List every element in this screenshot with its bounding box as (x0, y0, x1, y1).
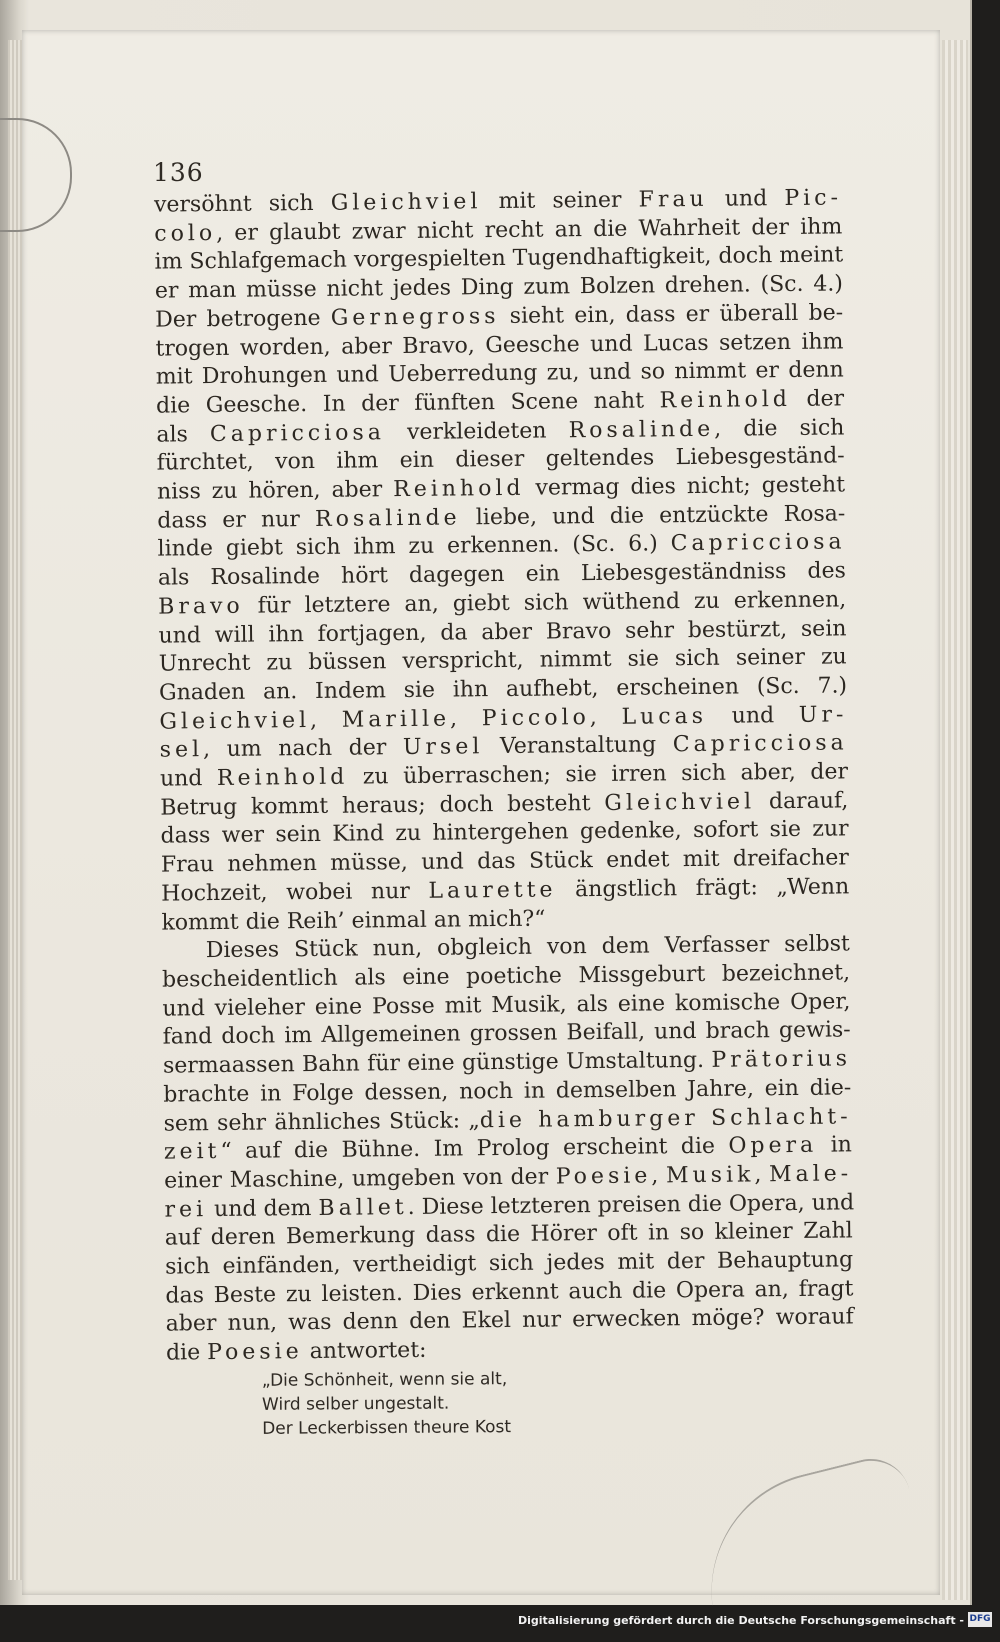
spaced-name: Musik (665, 1162, 755, 1189)
spaced-name: Opera (728, 1132, 818, 1159)
spaced-name: Ballet (318, 1194, 408, 1221)
spaced-name: Gleichviel (159, 707, 311, 735)
text-run: das Beste zu leisten. Dies erkennt auch die Opera an, fragt (165, 1276, 854, 1309)
text-run: für letztere an, giebt sich wüthend zu erkennen, (243, 587, 847, 619)
spaced-name: rei (164, 1196, 208, 1223)
spaced-name: Ur- (798, 702, 848, 728)
text-run: “ auf die Bühne. Im Prolog erscheint die (220, 1133, 729, 1165)
verse-line: „Die Schönheit, wenn sie alt, (261, 1369, 508, 1391)
spaced-name: Poesie (555, 1163, 652, 1190)
spaced-name: Poesie (207, 1339, 303, 1366)
text-run: fand doch im Allgemeinen grossen Beifall, und brach gewis- (162, 1017, 851, 1050)
text-run: auf deren Bemerkung dass die Hörer oft in so kleiner Zahl (164, 1218, 853, 1251)
spaced-name: Frau (638, 186, 708, 213)
spaced-name: Ursel (402, 734, 484, 761)
spaced-name: colo (154, 220, 217, 247)
verse-line: Wird selber ungestalt. (261, 1393, 450, 1415)
text-run: er man müsse nicht jedes Ding zum Bolzen drehen. (Sc. 4.) (154, 271, 843, 304)
text-run: mit Drohungen und Ueberredung zu, und so nimmt er denn (155, 357, 844, 390)
spaced-name: Pic- (784, 185, 843, 212)
text-run: dass wer sein Kind zu hintergehen gedenke, sofort sie zur (160, 816, 849, 850)
dfg-logo: DFG (968, 1612, 992, 1627)
text-run: Veranstaltung (483, 732, 673, 760)
text-run: sem sehr ähnliches Stück: „ (163, 1107, 480, 1137)
text-run: , er glaubt zwar nicht recht an die Wahrheit der ihm (216, 214, 843, 246)
verse-quote (262, 1367, 511, 1441)
spaced-name: Capricciosa (670, 529, 846, 557)
page-edges-left (8, 40, 22, 1580)
text-run: , um nach der (202, 735, 404, 763)
text-run: , (754, 1162, 770, 1188)
text-run: sieht ein, dass er überall be- (499, 300, 844, 329)
text-run: Dieses Stück nun, obgleich von dem Verfasser selbst (205, 931, 850, 964)
spaced-name: Rosalinde (314, 505, 461, 532)
spaced-name: Capricciosa (672, 730, 848, 758)
spaced-name: Lucas (621, 703, 708, 730)
text-run: kommt die Reih’ einmal an mich?“ (161, 906, 546, 936)
text-run: vermag dies nicht; gesteht (524, 472, 846, 501)
body-text (154, 184, 854, 1368)
text-run: Der betrogene (155, 305, 331, 333)
spaced-name: Reinhold (216, 764, 349, 792)
text-run: als (156, 421, 211, 448)
spaced-name: Rosalinde (568, 416, 715, 443)
text-run: Hochzeit, wobei nur (161, 878, 429, 907)
text-run: und vieleher eine Posse mit Musik, als eine komische Oper, (162, 989, 851, 1022)
text-run: sermaassen Bahn für eine günstige Umstaltung. (162, 1047, 712, 1079)
footer-credit: Digitalisierung gefördert durch die Deutsche Forschungsgemeinschaft - (517, 1614, 964, 1627)
spaced-name: Marille (341, 706, 451, 733)
text-run: Unrecht zu büssen verspricht, nimmt sie sich seiner zu (158, 644, 847, 677)
text-run: und (706, 702, 799, 729)
text-run: der (790, 386, 845, 412)
text-run: und (159, 766, 218, 792)
text-run: aber nun, was denn den Ekel nur erwecken möge? worauf (165, 1304, 854, 1337)
spaced-name: sel (159, 737, 204, 763)
text-run: brachte in Folge dessen, noch in demselben Jahre, ein die- (163, 1075, 852, 1108)
text-run: . Diese letzteren preisen die Opera, und (407, 1189, 855, 1220)
text-run: in (817, 1132, 853, 1158)
text-run: mit seiner (481, 187, 639, 215)
text-run: , (589, 704, 622, 730)
verse-line: Der Leckerbissen theure Kost (262, 1417, 512, 1439)
spaced-name: zeit (163, 1139, 221, 1165)
spaced-name: Male- (768, 1161, 853, 1188)
text-run: sich einfänden, vertheidigt sich jedes mit der Behauptung (164, 1247, 854, 1280)
text-run: darauf, (754, 788, 849, 815)
spaced-name: Gleichviel (604, 789, 756, 816)
text-run: bescheidentlich als eine poetiche Missgeburt bezeichnet, (161, 960, 851, 993)
text-run: ängstlich frägt: „Wenn (556, 874, 850, 903)
page-number: 136 (153, 158, 204, 187)
spaced-name: Gernegross (330, 303, 500, 331)
text-run: linde giebt sich ihm zu erkennen. (Sc. 6.) (157, 531, 671, 563)
text-run: die (165, 1340, 208, 1366)
text-run: als Rosalinde hört dagegen ein Liebesgeständniss des (157, 558, 846, 591)
text-run: , (651, 1163, 667, 1189)
spaced-name: Reinhold (393, 475, 525, 503)
text-run: versöhnt sich (153, 190, 331, 218)
text-run: , (449, 705, 482, 732)
text-run: im Schlafgemach vorgespielten Tugendhaftigkeit, doch meint (154, 242, 844, 276)
spaced-name: Piccolo (481, 704, 590, 731)
spaced-name: Reinhold (659, 386, 792, 414)
text-run: Gnaden an. Indem sie ihn aufhebt, erscheinen (Sc. 7.) (158, 673, 848, 706)
text-run: verkleideten (384, 417, 569, 445)
text-run: zu überraschen; sie irren sich aber, der (348, 759, 849, 790)
text-run: antwortet: (302, 1337, 427, 1365)
text-run: Betrug kommt heraus; doch besteht (160, 790, 605, 821)
text-run: , (309, 707, 342, 733)
page-edges-right (942, 40, 968, 1600)
text-run: die Geesche. In der fünften Scene naht (155, 388, 660, 419)
text-run: niss zu hören, aber (156, 477, 394, 505)
text-run: fürchtet, von ihm ein dieser geltendes Liebesgeständ- (156, 443, 845, 476)
spaced-name: Bravo (158, 593, 244, 620)
text-run: dass er nur (157, 506, 316, 534)
text-run: trogen worden, aber Bravo, Geesche und Lucas setzen ihm (155, 328, 844, 362)
spaced-name: Gleichviel (330, 189, 482, 216)
spaced-name: Laurette (428, 877, 557, 904)
text-run: Frau nehmen müsse, und das Stück endet mit dreifacher (160, 845, 850, 878)
text-run: und (707, 186, 785, 212)
spaced-name: Prätorius (711, 1046, 852, 1073)
spaced-name: die hamburger Schlacht- (479, 1103, 852, 1133)
text-run: und will ihn fortjagen, da aber Bravo sehr bestürzt, sein (158, 615, 847, 649)
text-run: liebe, und die entzückte Rosa- (460, 501, 846, 531)
text-run: einer Maschine, umgeben von der (164, 1164, 556, 1194)
text-run: , die sich (714, 415, 845, 442)
spaced-name: Capricciosa (209, 419, 386, 447)
text-run: und dem (206, 1195, 319, 1222)
